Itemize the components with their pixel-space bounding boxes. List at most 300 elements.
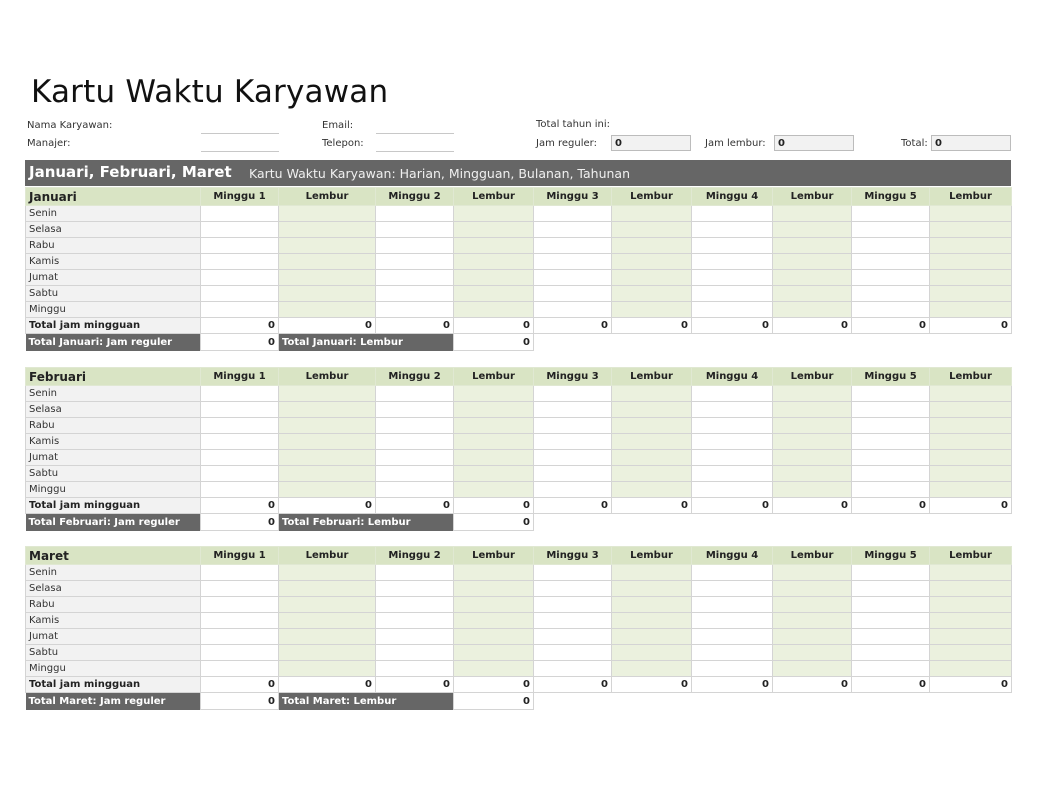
column-header: Lembur [279,547,376,565]
overtime-cell[interactable] [454,222,534,238]
quarter-subtitle: Kartu Waktu Karyawan: Harian, Mingguan, Bulanan, Tahunan [249,166,631,181]
column-header: Lembur [612,368,692,386]
column-header: Lembur [454,547,534,565]
hours-cell[interactable] [534,645,612,661]
overtime-cell[interactable] [454,450,534,466]
hours-cell[interactable] [201,402,279,418]
hours-cell[interactable] [692,645,773,661]
overtime-cell[interactable] [930,482,1012,498]
weekly-total-value: 0 [534,498,612,514]
overtime-cell[interactable] [930,270,1012,286]
hours-cell[interactable] [201,645,279,661]
hours-cell[interactable] [534,286,612,302]
overtime-cell[interactable] [773,222,852,238]
overtime-cell[interactable] [279,482,376,498]
column-header: Lembur [930,368,1012,386]
hours-cell[interactable] [201,206,279,222]
overtime-cell[interactable] [930,629,1012,645]
hours-cell[interactable] [376,386,454,402]
hours-cell[interactable] [376,254,454,270]
overtime-cell[interactable] [279,302,376,318]
overtime-cell[interactable] [773,434,852,450]
overtime-hours-value[interactable]: 0 [774,135,854,151]
hours-cell[interactable] [376,466,454,482]
hours-cell[interactable] [534,206,612,222]
hours-cell[interactable] [201,418,279,434]
overtime-cell[interactable] [279,613,376,629]
overtime-cell[interactable] [773,482,852,498]
month-table-2 [25,546,1012,710]
overtime-cell[interactable] [930,581,1012,597]
overtime-cell[interactable] [930,597,1012,613]
weekly-total-value: 0 [201,498,279,514]
overtime-cell[interactable] [930,286,1012,302]
hours-cell[interactable] [852,597,930,613]
overtime-cell[interactable] [930,661,1012,677]
overtime-cell[interactable] [279,466,376,482]
hours-cell[interactable] [376,629,454,645]
overtime-cell[interactable] [773,270,852,286]
hours-cell[interactable] [534,222,612,238]
hours-cell[interactable] [201,661,279,677]
phone-field[interactable] [376,151,454,152]
column-header: Lembur [279,188,376,206]
column-header: Minggu 2 [376,368,454,386]
hours-cell[interactable] [852,254,930,270]
month-table-0 [25,187,1012,351]
hours-cell[interactable] [692,565,773,581]
hours-cell[interactable] [534,450,612,466]
weekly-total-value: 0 [773,677,852,693]
weekly-total-value: 0 [852,498,930,514]
overtime-cell[interactable] [930,222,1012,238]
hours-cell[interactable] [692,613,773,629]
hours-cell[interactable] [376,613,454,629]
overtime-cell[interactable] [612,254,692,270]
column-header: Minggu 2 [376,188,454,206]
hours-cell[interactable] [534,597,612,613]
overtime-cell[interactable] [930,402,1012,418]
hours-cell[interactable] [201,434,279,450]
day-label: Senin [26,386,201,402]
day-label: Minggu [26,302,201,318]
overtime-cell[interactable] [454,565,534,581]
email-field[interactable] [376,133,454,134]
day-row [26,270,1012,286]
column-header: Minggu 2 [376,547,454,565]
hours-cell[interactable] [852,581,930,597]
hours-cell[interactable] [852,222,930,238]
column-header: Lembur [279,368,376,386]
overtime-cell[interactable] [930,254,1012,270]
manager-label: Manajer: [27,138,71,149]
hours-cell[interactable] [534,613,612,629]
overtime-cell[interactable] [279,661,376,677]
overtime-cell[interactable] [930,206,1012,222]
column-header: Lembur [773,368,852,386]
overtime-cell[interactable] [773,661,852,677]
day-label: Senin [26,206,201,222]
overtime-cell[interactable] [454,661,534,677]
regular-hours-value[interactable]: 0 [611,135,691,151]
month-overtime-total-value: 0 [454,693,534,710]
overtime-cell[interactable] [930,302,1012,318]
overtime-cell[interactable] [773,238,852,254]
hours-cell[interactable] [376,482,454,498]
weekly-total-value: 0 [773,318,852,334]
overtime-cell[interactable] [454,613,534,629]
hours-cell[interactable] [692,466,773,482]
column-header: Minggu 5 [852,547,930,565]
overtime-cell[interactable] [612,482,692,498]
hours-cell[interactable] [692,302,773,318]
hours-cell[interactable] [534,402,612,418]
month-regular-total-value: 0 [201,693,279,710]
hours-cell[interactable] [376,286,454,302]
weekly-total-value: 0 [692,498,773,514]
hours-cell[interactable] [534,629,612,645]
overtime-cell[interactable] [773,450,852,466]
weekly-total-value: 0 [454,318,534,334]
hours-cell[interactable] [852,270,930,286]
overtime-cell[interactable] [454,581,534,597]
overtime-cell[interactable] [612,222,692,238]
hours-cell[interactable] [201,482,279,498]
hours-cell[interactable] [534,302,612,318]
overtime-cell[interactable] [612,206,692,222]
overtime-cell[interactable] [930,450,1012,466]
hours-cell[interactable] [852,302,930,318]
month-regular-total-label: Total Februari: Jam reguler [26,514,201,531]
overtime-cell[interactable] [454,418,534,434]
hours-cell[interactable] [852,418,930,434]
overtime-cell[interactable] [612,466,692,482]
day-row [26,222,1012,238]
hours-cell[interactable] [534,565,612,581]
column-header: Minggu 4 [692,547,773,565]
day-row [26,450,1012,466]
overtime-cell[interactable] [930,466,1012,482]
overtime-cell[interactable] [612,661,692,677]
hours-cell[interactable] [692,222,773,238]
column-header: Lembur [454,368,534,386]
hours-cell[interactable] [852,613,930,629]
hours-cell[interactable] [692,402,773,418]
hours-cell[interactable] [201,613,279,629]
overtime-cell[interactable] [612,581,692,597]
day-label: Sabtu [26,466,201,482]
total-value[interactable]: 0 [931,135,1011,151]
overtime-cell[interactable] [454,206,534,222]
overtime-cell[interactable] [454,434,534,450]
hours-cell[interactable] [376,418,454,434]
hours-cell[interactable] [201,581,279,597]
overtime-cell[interactable] [773,286,852,302]
hours-cell[interactable] [201,254,279,270]
hours-cell[interactable] [852,645,930,661]
hours-cell[interactable] [376,238,454,254]
hours-cell[interactable] [692,450,773,466]
hours-cell[interactable] [534,238,612,254]
hours-cell[interactable] [201,302,279,318]
overtime-cell[interactable] [454,386,534,402]
day-label: Selasa [26,222,201,238]
hours-cell[interactable] [534,466,612,482]
overtime-cell[interactable] [279,206,376,222]
overtime-cell[interactable] [773,645,852,661]
hours-cell[interactable] [692,661,773,677]
hours-cell[interactable] [692,418,773,434]
overtime-cell[interactable] [454,402,534,418]
hours-cell[interactable] [852,386,930,402]
day-label: Rabu [26,238,201,254]
overtime-cell[interactable] [454,482,534,498]
overtime-cell[interactable] [773,466,852,482]
overtime-cell[interactable] [612,565,692,581]
overtime-cell[interactable] [279,270,376,286]
overtime-cell[interactable] [454,645,534,661]
overtime-cell[interactable] [279,629,376,645]
overtime-cell[interactable] [279,402,376,418]
overtime-cell[interactable] [773,402,852,418]
hours-cell[interactable] [201,565,279,581]
overtime-cell[interactable] [773,613,852,629]
overtime-cell[interactable] [612,238,692,254]
hours-cell[interactable] [201,466,279,482]
hours-cell[interactable] [852,206,930,222]
overtime-cell[interactable] [612,302,692,318]
hours-cell[interactable] [692,434,773,450]
overtime-cell[interactable] [773,206,852,222]
day-label: Minggu [26,482,201,498]
day-row [26,418,1012,434]
weekly-total-value: 0 [454,498,534,514]
column-header: Minggu 1 [201,547,279,565]
overtime-cell[interactable] [930,434,1012,450]
weekly-total-value: 0 [852,677,930,693]
hours-cell[interactable] [852,402,930,418]
employee-name-field[interactable] [201,133,279,134]
hours-cell[interactable] [376,661,454,677]
overtime-cell[interactable] [930,645,1012,661]
overtime-cell[interactable] [454,302,534,318]
month-name: Januari [26,188,201,206]
overtime-cell[interactable] [279,238,376,254]
overtime-cell[interactable] [279,450,376,466]
hours-cell[interactable] [692,482,773,498]
hours-cell[interactable] [534,581,612,597]
overtime-cell[interactable] [930,238,1012,254]
hours-cell[interactable] [692,629,773,645]
hours-cell[interactable] [692,254,773,270]
column-header: Minggu 1 [201,368,279,386]
hours-cell[interactable] [201,222,279,238]
weekly-total-label: Total jam mingguan [26,677,201,693]
hours-cell[interactable] [376,302,454,318]
day-label: Kamis [26,254,201,270]
overtime-cell[interactable] [454,238,534,254]
hours-cell[interactable] [692,597,773,613]
day-label: Kamis [26,434,201,450]
weekly-total-value: 0 [852,318,930,334]
overtime-cell[interactable] [612,418,692,434]
summary-spacer [534,334,1012,351]
hours-cell[interactable] [376,645,454,661]
month-regular-total-label: Total Maret: Jam reguler [26,693,201,710]
hours-cell[interactable] [201,597,279,613]
weekly-total-value: 0 [773,498,852,514]
hours-cell[interactable] [534,434,612,450]
day-label: Senin [26,565,201,581]
hours-cell[interactable] [534,270,612,286]
overtime-cell[interactable] [279,286,376,302]
hours-cell[interactable] [692,386,773,402]
overtime-cell[interactable] [279,581,376,597]
hours-cell[interactable] [376,270,454,286]
hours-cell[interactable] [534,386,612,402]
hours-cell[interactable] [201,386,279,402]
overtime-cell[interactable] [279,418,376,434]
day-row [26,386,1012,402]
overtime-cell[interactable] [612,597,692,613]
overtime-cell[interactable] [279,386,376,402]
overtime-cell[interactable] [279,597,376,613]
weekly-total-value: 0 [692,318,773,334]
hours-cell[interactable] [534,418,612,434]
overtime-cell[interactable] [930,418,1012,434]
page-title: Kartu Waktu Karyawan [31,74,389,110]
hours-cell[interactable] [534,661,612,677]
hours-cell[interactable] [376,597,454,613]
quarter-banner [25,160,1011,186]
overtime-cell[interactable] [279,565,376,581]
overtime-cell[interactable] [612,386,692,402]
column-header: Minggu 1 [201,188,279,206]
day-row [26,661,1012,677]
hours-cell[interactable] [376,565,454,581]
year-total-label: Total tahun ini: [536,119,611,130]
overtime-cell[interactable] [930,386,1012,402]
overtime-cell[interactable] [773,597,852,613]
overtime-cell[interactable] [454,629,534,645]
day-label: Jumat [26,450,201,466]
hours-cell[interactable] [376,450,454,466]
weekly-total-value: 0 [201,677,279,693]
month-regular-total-value: 0 [201,334,279,351]
hours-cell[interactable] [201,450,279,466]
overtime-cell[interactable] [612,613,692,629]
month-regular-total-value: 0 [201,514,279,531]
weekly-total-value: 0 [376,677,454,693]
manager-field[interactable] [201,151,279,152]
overtime-cell[interactable] [454,254,534,270]
hours-cell[interactable] [376,222,454,238]
column-header: Lembur [454,188,534,206]
overtime-cell[interactable] [773,254,852,270]
hours-cell[interactable] [376,434,454,450]
overtime-cell[interactable] [773,565,852,581]
hours-cell[interactable] [201,238,279,254]
column-header: Minggu 3 [534,188,612,206]
overtime-cell[interactable] [930,613,1012,629]
weekly-total-value: 0 [201,318,279,334]
overtime-cell[interactable] [454,597,534,613]
overtime-cell[interactable] [279,434,376,450]
hours-cell[interactable] [534,254,612,270]
overtime-cell[interactable] [612,270,692,286]
overtime-cell[interactable] [279,645,376,661]
overtime-cell[interactable] [773,386,852,402]
day-row [26,238,1012,254]
summary-spacer [534,514,1012,531]
hours-cell[interactable] [692,270,773,286]
overtime-cell[interactable] [454,286,534,302]
hours-cell[interactable] [852,434,930,450]
hours-cell[interactable] [201,270,279,286]
overtime-cell[interactable] [454,270,534,286]
overtime-cell[interactable] [612,286,692,302]
overtime-cell[interactable] [773,629,852,645]
quarter-title: Januari, Februari, Maret [29,163,232,181]
hours-cell[interactable] [852,482,930,498]
weekly-total-label: Total jam mingguan [26,318,201,334]
hours-cell[interactable] [692,286,773,302]
month-name: Maret [26,547,201,565]
hours-cell[interactable] [201,286,279,302]
overtime-cell[interactable] [612,434,692,450]
overtime-cell[interactable] [454,466,534,482]
overtime-cell[interactable] [279,254,376,270]
weekly-total-value: 0 [612,677,692,693]
hours-cell[interactable] [376,402,454,418]
weekly-total-value: 0 [279,677,376,693]
hours-cell[interactable] [852,286,930,302]
hours-cell[interactable] [852,466,930,482]
overtime-cell[interactable] [612,450,692,466]
overtime-cell[interactable] [612,629,692,645]
overtime-cell[interactable] [612,402,692,418]
hours-cell[interactable] [376,581,454,597]
overtime-cell[interactable] [930,565,1012,581]
hours-cell[interactable] [692,206,773,222]
hours-cell[interactable] [692,581,773,597]
hours-cell[interactable] [852,450,930,466]
hours-cell[interactable] [852,565,930,581]
weekly-total-value: 0 [279,498,376,514]
day-label: Selasa [26,402,201,418]
overtime-cell[interactable] [773,418,852,434]
hours-cell[interactable] [692,238,773,254]
overtime-cell[interactable] [612,645,692,661]
month-overtime-total-label: Total Januari: Lembur [279,334,454,351]
hours-cell[interactable] [534,482,612,498]
column-header: Minggu 3 [534,368,612,386]
hours-cell[interactable] [852,661,930,677]
month-overtime-total-value: 0 [454,514,534,531]
overtime-cell[interactable] [279,222,376,238]
weekly-total-value: 0 [279,318,376,334]
hours-cell[interactable] [852,629,930,645]
day-label: Rabu [26,597,201,613]
overtime-cell[interactable] [773,302,852,318]
column-header: Minggu 5 [852,368,930,386]
day-row [26,645,1012,661]
hours-cell[interactable] [201,629,279,645]
day-row [26,597,1012,613]
overtime-cell[interactable] [773,581,852,597]
hours-cell[interactable] [852,238,930,254]
hours-cell[interactable] [376,206,454,222]
